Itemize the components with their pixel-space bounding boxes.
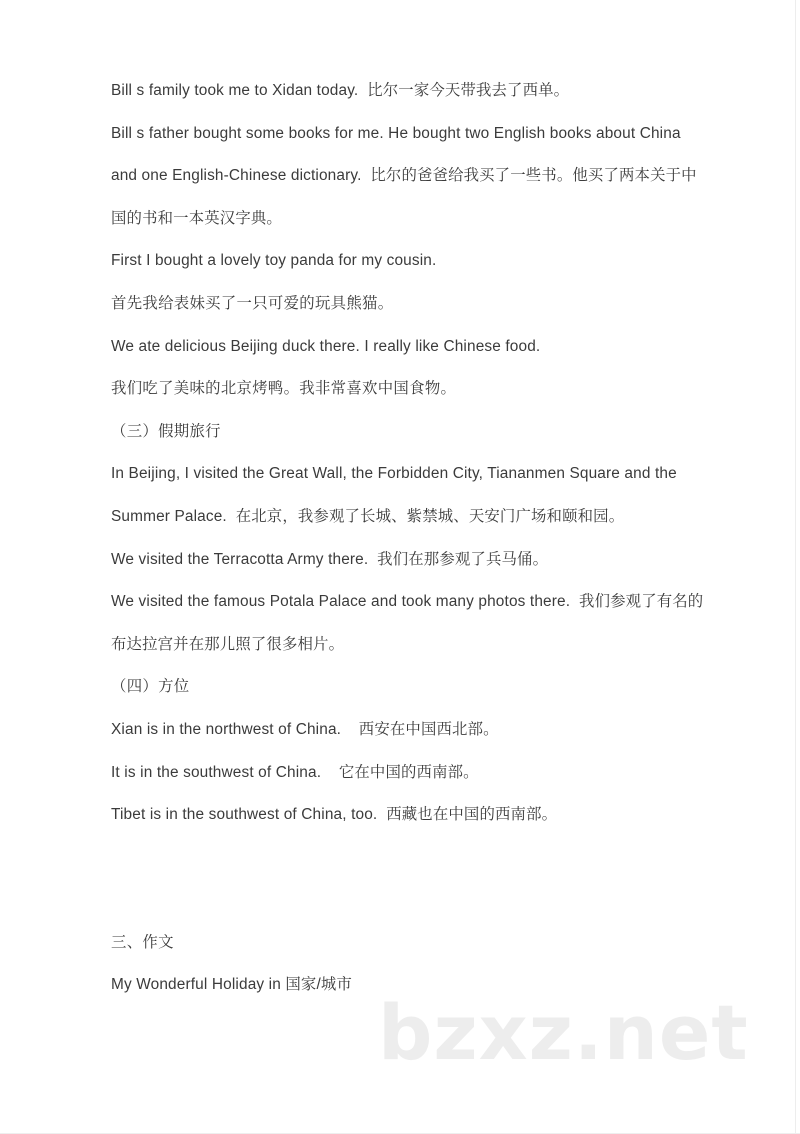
section-gap <box>111 837 711 922</box>
heading-section-composition: 三、作文 <box>111 933 174 951</box>
paragraph-beijing-duck-cn: 我们吃了美味的北京烤鸭。我非常喜欢中国食物。 <box>111 380 457 398</box>
paragraph-terracotta-army: We visited the Terracotta Army there. 我们在那参观了兵马俑。 <box>111 550 549 568</box>
site-watermark: bzxz.net <box>378 988 749 1077</box>
paragraph-beijing-sights: In Beijing, I visited the Great Wall, the Forbidden City, Tiananmen Square and the Summer Palace. 在北京，我参观了长城、紫禁城、天安门广场和颐和园。 <box>111 465 682 525</box>
paragraph-toy-panda-cn: 首先我给表妹买了一只可爱的玩具熊猫。 <box>111 294 394 312</box>
paragraph-xian-northwest: Xian is in the northwest of China. 西安在中国西北部。 <box>111 720 499 738</box>
paragraph-it-southwest: It is in the southwest of China. 它在中国的西南部。 <box>111 763 479 781</box>
paragraph-shopping-xidan: Bill s family took me to Xidan today. 比尔一家今天带我去了西单。 <box>111 82 570 99</box>
paragraph-essay-title: My Wonderful Holiday in 国家/城市 <box>111 976 352 994</box>
paragraph-potala-palace: We visited the famous Potala Palace and took many photos there. 我们参观了有名的布达拉宫并在那儿照了很多相片。 <box>111 593 704 653</box>
paragraph-toy-panda-en: First I bought a lovely toy panda for my cousin. <box>111 252 437 270</box>
document-body <box>111 70 711 1007</box>
paragraph-father-books: Bill s father bought some books for me. He bought two English books about China and one English-Chinese dictionary. 比尔的爸爸给我买了一些书。他买了两本关于中国的书和一本英汉字典。 <box>111 124 697 227</box>
heading-section-four: （四）方位 <box>111 678 190 696</box>
heading-section-three: （三）假期旅行 <box>111 422 221 440</box>
page-right-edge-rule <box>795 0 796 1134</box>
paragraph-beijing-duck-en: We ate delicious Beijing duck there. I really like Chinese food. <box>111 337 541 355</box>
paragraph-tibet-southwest: Tibet is in the southwest of China, too. 西藏也在中国的西南部。 <box>111 806 558 824</box>
